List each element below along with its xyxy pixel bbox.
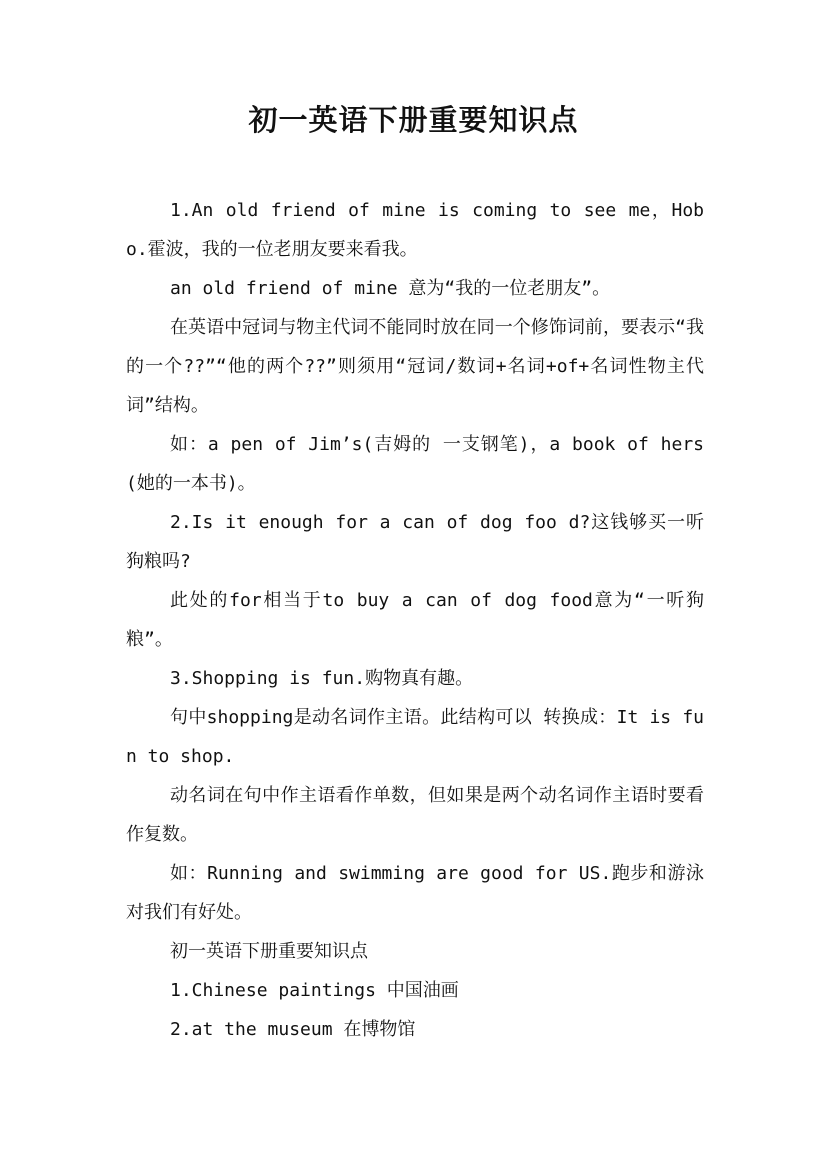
paragraph-10: 如：Running and swimming are good for US.跑步和游泳对我们有好处。 — [126, 863, 704, 923]
paragraph-4: 如：a pen of Jim’s(吉姆的 一支钢笔)，a book of hers(她的一本书)。 — [126, 434, 704, 494]
paragraph-5: 2.Is it enough for a can of dog foo d?这钱够买一听狗粮吗? — [126, 512, 704, 572]
paragraph-2: an old friend of mine 意为“我的一位老朋友”。 — [170, 278, 611, 299]
document-title: 初一英语下册重要知识点 — [248, 103, 579, 137]
paragraph-12: 1.Chinese paintings 中国油画 — [170, 980, 459, 1001]
paragraph-3: 在英语中冠词与物主代词不能同时放在同一个修饰词前，要表示“我的一个??”“他的两个??”则须用“冠词/数词+名词+of+名词性物主代词”结构。 — [126, 317, 704, 416]
paragraph-6: 此处的for相当于to buy a can of dog food意为“一听狗粮”。 — [126, 590, 704, 650]
paragraph-1: 1.An old friend of mine is coming to see me，Hobo.霍波，我的一位老朋友要来看我。 — [126, 200, 704, 260]
paragraph-9: 动名词在句中作主语看作单数，但如果是两个动名词作主语时要看作复数。 — [126, 785, 704, 845]
paragraph-7: 3.Shopping is fun.购物真有趣。 — [170, 668, 474, 689]
paragraph-11: 初一英语下册重要知识点 — [170, 941, 368, 962]
paragraph-8: 句中shopping是动名词作主语。此结构可以 转换成：It is fun to shop. — [126, 707, 704, 767]
paragraph-13: 2.at the museum 在博物馆 — [170, 1019, 416, 1040]
document-body — [126, 191, 704, 1049]
